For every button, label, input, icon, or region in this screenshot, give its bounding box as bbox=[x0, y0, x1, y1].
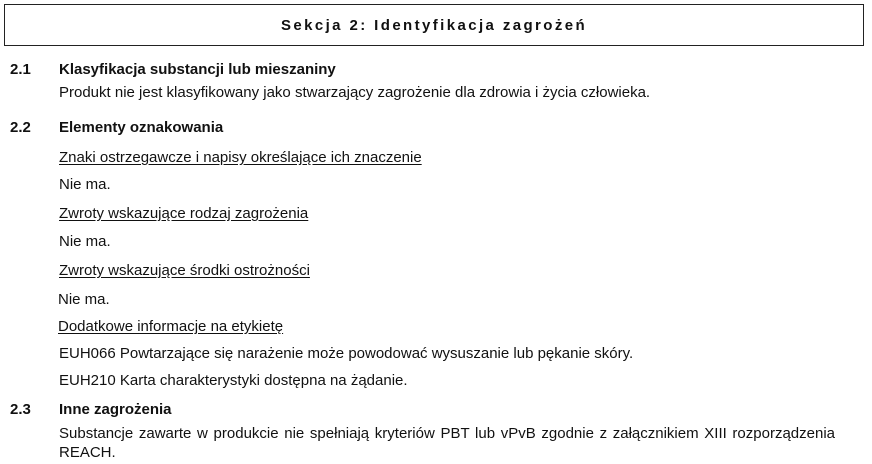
hazard-statements-label: Zwroty wskazujące rodzaj zagrożenia bbox=[59, 205, 309, 222]
precautionary-statements-value: Nie ma. bbox=[58, 291, 110, 308]
precautionary-statements-label: Zwroty wskazujące środki ostrożności bbox=[59, 262, 310, 279]
section-title: Sekcja 2: Identyfikacja zagrożeń bbox=[280, 16, 588, 34]
subsection-number-2-3: 2.3 bbox=[10, 401, 31, 418]
hazard-statements-value: Nie ma. bbox=[59, 233, 111, 250]
section-header-box bbox=[4, 4, 864, 46]
subsection-number-2-2: 2.2 bbox=[10, 119, 31, 136]
euh210-statement: EUH210 Karta charakterystyki dostępna na żądanie. bbox=[59, 372, 408, 389]
euh066-statement: EUH066 Powtarzające się narażenie może powodować wysuszanie lub pękanie skóry. bbox=[59, 345, 634, 362]
pictograms-value: Nie ma. bbox=[59, 176, 111, 193]
subsection-number-2-1: 2.1 bbox=[10, 61, 31, 78]
other-hazards-text: Substancje zawarte w produkcie nie spełniają kryteriów PBT lub vPvB zgodnie z załącznikiem XIII rozporządzenia REACH. bbox=[59, 425, 835, 461]
subsection-heading-2-2: Elementy oznakowania bbox=[59, 119, 224, 136]
additional-info-label: Dodatkowe informacje na etykietę bbox=[58, 318, 284, 335]
classification-text: Produkt nie jest klasyfikowany jako stwarzający zagrożenie dla zdrowia i życia człowieka. bbox=[59, 84, 651, 101]
subsection-heading-2-3: Inne zagrożenia bbox=[59, 401, 172, 418]
subsection-heading-2-1: Klasyfikacja substancji lub mieszaniny bbox=[59, 61, 336, 78]
pictograms-label: Znaki ostrzegawcze i napisy określające ich znaczenie bbox=[59, 149, 422, 166]
